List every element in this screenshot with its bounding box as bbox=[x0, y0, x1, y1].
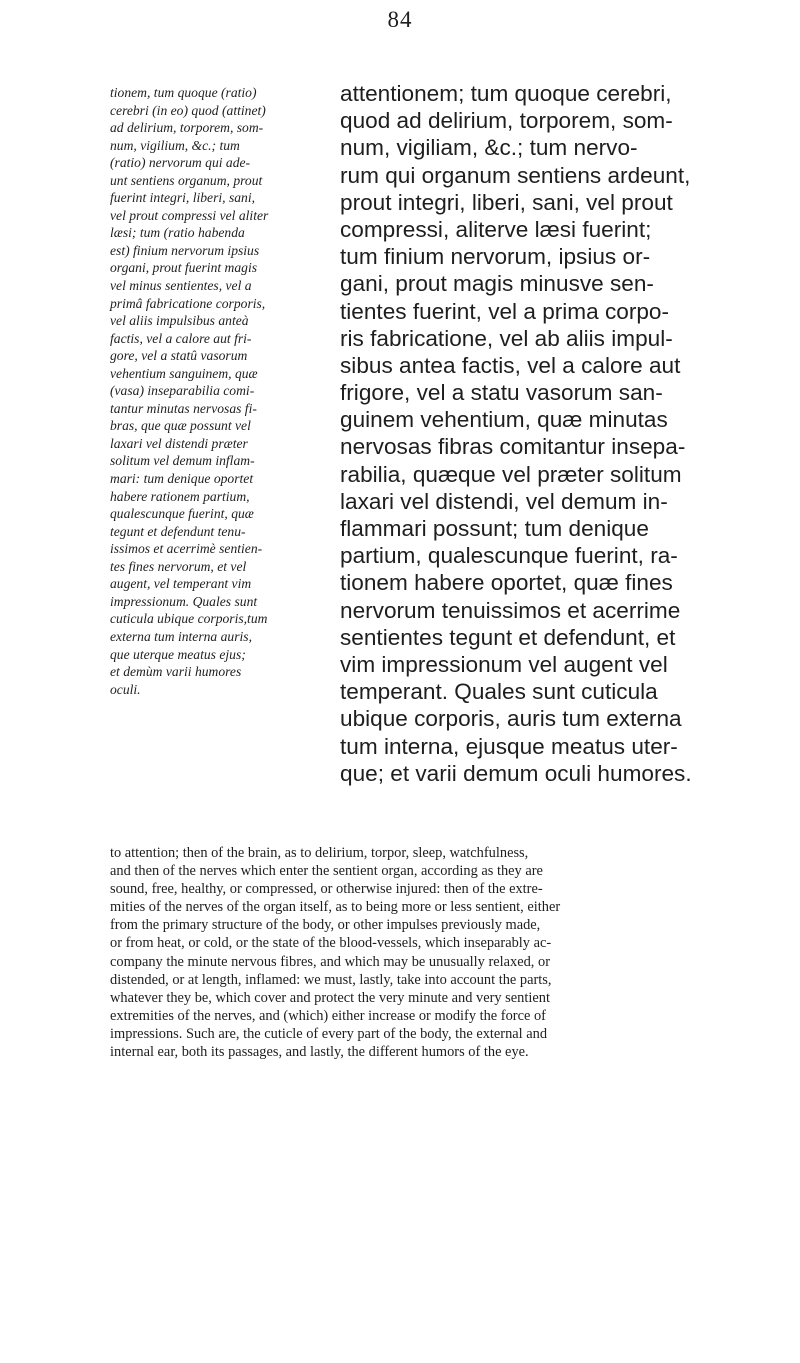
gloss-line: cerebri (in eo) quod (attinet) bbox=[110, 102, 266, 118]
english-translation-block bbox=[110, 844, 790, 1061]
latin-main-text-column bbox=[340, 80, 790, 787]
gloss-line: organi, prout fuerint magis bbox=[110, 260, 258, 276]
main-text-line: tum interna, ejusque meatus uter- bbox=[340, 733, 678, 759]
gloss-line: habere rationem partium, bbox=[110, 488, 250, 504]
main-text-line: vim impressionum vel augent vel bbox=[340, 651, 668, 677]
main-text-line: que; et varii demum oculi humores. bbox=[340, 760, 692, 786]
gloss-line: solitum vel demum inflam- bbox=[110, 453, 255, 469]
gloss-line: num, vigilium, &c.; tum bbox=[110, 137, 240, 153]
translation-line: or from heat, or cold, or the state of the blood-vessels, which inseparably ac- bbox=[110, 935, 552, 952]
gloss-line: vel prout compressi vel aliter bbox=[110, 207, 269, 223]
gloss-line: gore, vel a statû vasorum bbox=[110, 348, 248, 364]
main-text-line: partium, qualescunque fuerint, ra- bbox=[340, 543, 678, 569]
gloss-line: mari: tum denique oportet bbox=[110, 471, 254, 487]
gloss-line: impressionum. Quales sunt bbox=[110, 593, 258, 609]
gloss-line: vel minus sentientes, vel a bbox=[110, 278, 252, 294]
latin-interlinear-gloss-column bbox=[110, 84, 335, 698]
main-text-line: tionem habere oportet, quæ fines bbox=[340, 570, 673, 596]
gloss-line: factis, vel a calore aut fri- bbox=[110, 330, 252, 346]
gloss-line: vehentium sanguinem, quæ bbox=[110, 365, 258, 381]
gloss-line: tantur minutas nervosas fi- bbox=[110, 400, 257, 416]
main-text-line: temperant. Quales sunt cuticula bbox=[340, 679, 658, 705]
main-text-line: flammari possunt; tum denique bbox=[340, 516, 649, 541]
main-text-line: prout integri, liberi, sani, vel prout bbox=[340, 189, 673, 215]
main-text-line: tum finium nervorum, ipsius or- bbox=[340, 244, 651, 270]
main-text-line: frigore, vel a statu vasorum san- bbox=[340, 380, 663, 406]
main-text-line: tientes fuerint, vel a prima corpo- bbox=[340, 298, 670, 324]
gloss-line: et demùm varii humores bbox=[110, 664, 242, 680]
gloss-line: (vasa) inseparabilia comi- bbox=[110, 383, 255, 399]
main-text-line: ubique corporis, auris tum externa bbox=[340, 706, 682, 732]
translation-line: internal ear, both its passages, and lastly, the different humors of the eye. bbox=[110, 1044, 529, 1061]
translation-line: from the primary structure of the body, or other impulses previously made, bbox=[110, 917, 541, 934]
page-number: 84 bbox=[387, 7, 413, 32]
gloss-line: unt sentiens organum, prout bbox=[110, 172, 263, 188]
gloss-line: fuerint integri, liberi, sani, bbox=[110, 190, 255, 206]
gloss-line: tes fines nervorum, et vel bbox=[110, 558, 247, 574]
gloss-line: est) finium nervorum ipsius bbox=[110, 242, 260, 258]
gloss-line: primâ fabricatione corporis, bbox=[110, 295, 266, 311]
main-text-line: ris fabricatione, vel ab aliis impul- bbox=[340, 325, 673, 351]
translation-line: sound, free, healthy, or compressed, or otherwise injured: then of the extre- bbox=[110, 881, 543, 898]
gloss-line: vel aliis impulsibus anteà bbox=[110, 313, 249, 329]
translation-line: extremities of the nerves, and (which) either increase or modify the force of bbox=[110, 1007, 546, 1024]
gloss-line: ad delirium, torporem, som- bbox=[110, 120, 264, 136]
gloss-line: tionem, tum quoque (ratio) bbox=[110, 85, 257, 100]
translation-line: impressions. Such are, the cuticle of every part of the body, the external and bbox=[110, 1025, 548, 1042]
main-text-line: gani, prout magis minusve sen- bbox=[340, 271, 654, 297]
gloss-line: qualescunque fuerint, quæ bbox=[110, 506, 254, 522]
main-text-line: rum qui organum sentiens ardeunt, bbox=[340, 162, 691, 188]
main-text-line: num, vigiliam, &c.; tum nervo- bbox=[340, 135, 638, 161]
gloss-line: cuticula ubique corporis,tum bbox=[110, 611, 268, 627]
gloss-line: oculi. bbox=[110, 681, 141, 697]
translation-line: whatever they be, which cover and protect the very minute and very sentient bbox=[110, 989, 550, 1006]
gloss-line: augent, vel temperant vim bbox=[110, 576, 252, 592]
main-text-line: nervosas fibras comitantur insepa- bbox=[340, 434, 686, 460]
gloss-line: (ratio) nervorum qui ade- bbox=[110, 155, 251, 171]
gloss-line: que uterque meatus ejus; bbox=[110, 646, 246, 662]
translation-line: mities of the nerves of the organ itself, as to being more or less sentient, either bbox=[110, 899, 561, 916]
translation-line: company the minute nervous fibres, and which may be unusually relaxed, or bbox=[110, 953, 550, 970]
main-text-line: sibus antea factis, vel a calore aut bbox=[340, 352, 681, 378]
gloss-line: issimos et acerrimè sentien- bbox=[110, 541, 263, 557]
gloss-line: læsi; tum (ratio habenda bbox=[110, 225, 245, 241]
main-text-line: compressi, aliterve læsi fuerint; bbox=[340, 216, 652, 242]
gloss-line: tegunt et defendunt tenu- bbox=[110, 523, 246, 539]
main-text-line: quod ad delirium, torporem, som- bbox=[340, 108, 673, 134]
main-text-line: sentientes tegunt et defendunt, et bbox=[340, 624, 676, 650]
gloss-line: bras, que quæ possunt vel bbox=[110, 418, 251, 434]
translation-line: to attention; then of the brain, as to delirium, torpor, sleep, watchfulness, bbox=[110, 845, 529, 861]
main-text-line: rabilia, quæque vel præter solitum bbox=[340, 461, 682, 487]
translation-line: distended, or at length, inflamed: we must, lastly, take into account the parts, bbox=[110, 971, 552, 988]
translation-line: and then of the nerves which enter the sentient organ, according as they are bbox=[110, 863, 543, 880]
main-text-line: attentionem; tum quoque cerebri, bbox=[340, 81, 672, 106]
main-text-line: laxari vel distendi, vel demum in- bbox=[340, 488, 668, 514]
gloss-line: laxari vel distendi præter bbox=[110, 435, 248, 451]
main-text-line: nervorum tenuissimos et acerrime bbox=[340, 597, 681, 623]
gloss-line: externa tum interna auris, bbox=[110, 628, 252, 644]
main-text-line: guinem vehentium, quæ minutas bbox=[340, 407, 668, 433]
